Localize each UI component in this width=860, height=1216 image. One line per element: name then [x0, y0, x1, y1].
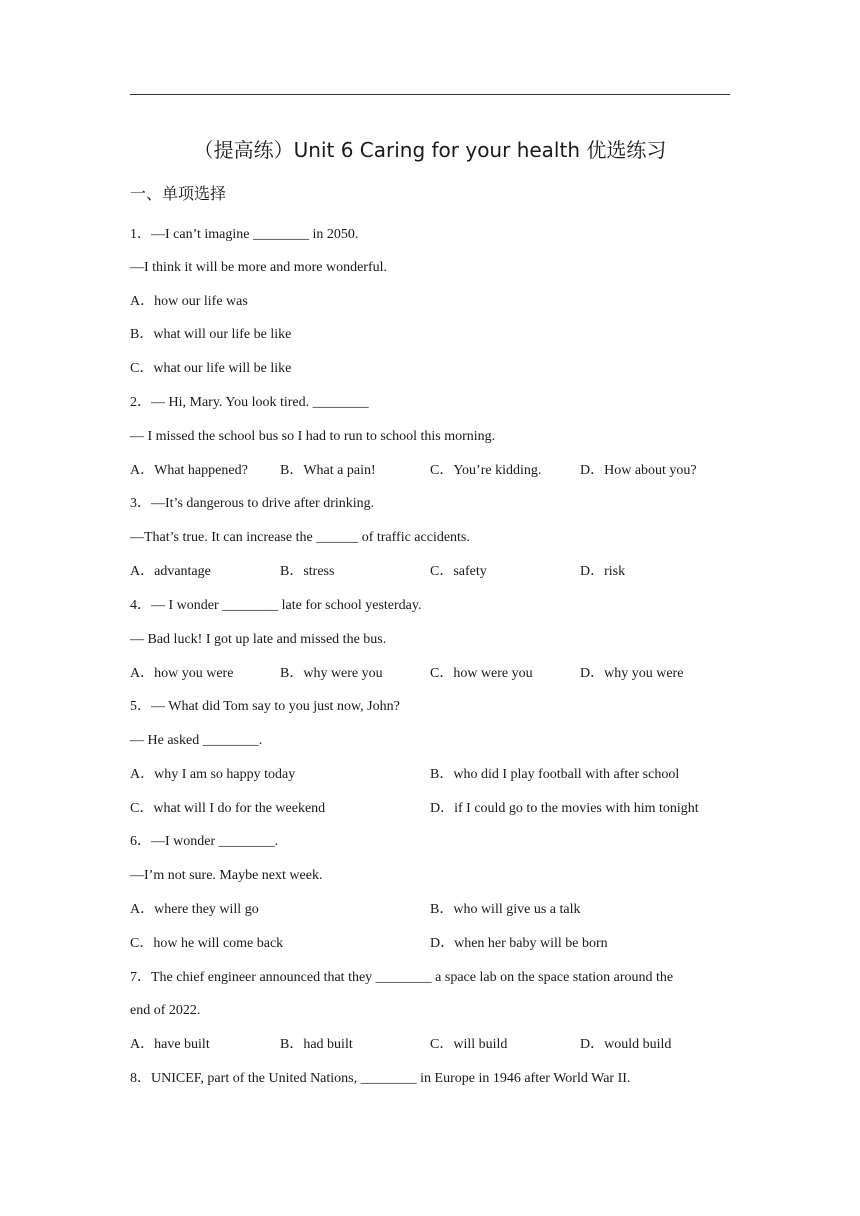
question-4-response: — Bad luck! I got up late and missed the bus. [130, 632, 387, 647]
question-4-option-a: A．how you were [130, 666, 234, 681]
question-7-stem-continued: end of 2022. [130, 1003, 201, 1018]
question-5-option-b: B．who did I play football with after school [430, 767, 680, 782]
question-1-stem: 1．—I can’t imagine ________ in 2050. [130, 227, 359, 242]
question-6-options-row-2 [130, 934, 730, 954]
question-6-option-b: B．who will give us a talk [430, 902, 581, 917]
question-7-option-b: B．had built [280, 1037, 353, 1052]
question-7-stem: 7．The chief engineer announced that they ________ a space lab on the space station around the [130, 970, 674, 985]
question-7-option-a: A．have built [130, 1037, 210, 1052]
question-7-option-c: C．will build [430, 1037, 508, 1052]
question-4-option-d: D．why you were [580, 666, 684, 681]
question-6-options-row-1 [130, 900, 730, 920]
question-1-option-a: A．how our life was [130, 294, 248, 309]
question-8-stem: 8．UNICEF, part of the United Nations, ________ in Europe in 1946 after World War II. [130, 1071, 631, 1086]
question-2-options [130, 461, 730, 481]
question-5-option-d: D．if I could go to the movies with him tonight [430, 801, 699, 816]
question-2-stem: 2．— Hi, Mary. You look tired. ________ [130, 395, 369, 410]
question-3-option-c: C．safety [430, 564, 487, 579]
question-5-option-c: C．what will I do for the weekend [130, 801, 326, 816]
question-5-option-a: A．why I am so happy today [130, 767, 296, 782]
question-6-response: —I’m not sure. Maybe next week. [130, 868, 323, 883]
question-3-response: —That’s true. It can increase the ______ of traffic accidents. [130, 530, 470, 545]
question-4-option-c: C．how were you [430, 666, 533, 681]
question-4-stem: 4．— I wonder ________ late for school yesterday. [130, 598, 422, 613]
page-title: （提高练）Unit 6 Caring for your health 优选练习 [193, 138, 667, 162]
question-1-response: —I think it will be more and more wonderful. [130, 260, 387, 275]
question-1-option-b: B．what will our life be like [130, 327, 292, 342]
question-3-option-b: B．stress [280, 564, 335, 579]
question-4-option-b: B．why were you [280, 666, 383, 681]
question-4-options [130, 664, 730, 684]
question-2-option-d: D．How about you? [580, 463, 697, 478]
section-heading: 一、单项选择 [130, 184, 227, 203]
question-3-options [130, 562, 730, 582]
question-2-option-c: C．You’re kidding. [430, 463, 542, 478]
question-7-options [130, 1035, 730, 1055]
question-5-response: — He asked ________. [130, 733, 263, 748]
question-6-option-c: C．how he will come back [130, 936, 284, 951]
question-7-option-d: D．would build [580, 1037, 672, 1052]
question-3-option-a: A．advantage [130, 564, 211, 579]
question-6-option-a: A．where they will go [130, 902, 259, 917]
question-5-options-row-1 [130, 765, 730, 785]
question-6-stem: 6．—I wonder ________. [130, 834, 279, 849]
question-2-option-b: B．What a pain! [280, 463, 376, 478]
question-2-option-a: A．What happened? [130, 463, 248, 478]
question-1-option-c: C．what our life will be like [130, 361, 292, 376]
question-5-options-row-2 [130, 799, 730, 819]
question-5-stem: 5．— What did Tom say to you just now, John? [130, 699, 400, 714]
question-3-option-d: D．risk [580, 564, 626, 579]
question-3-stem: 3．—It’s dangerous to drive after drinking. [130, 496, 375, 511]
header-rule [130, 94, 730, 95]
question-2-response: — I missed the school bus so I had to run to school this morning. [130, 429, 496, 444]
question-6-option-d: D．when her baby will be born [430, 936, 608, 951]
